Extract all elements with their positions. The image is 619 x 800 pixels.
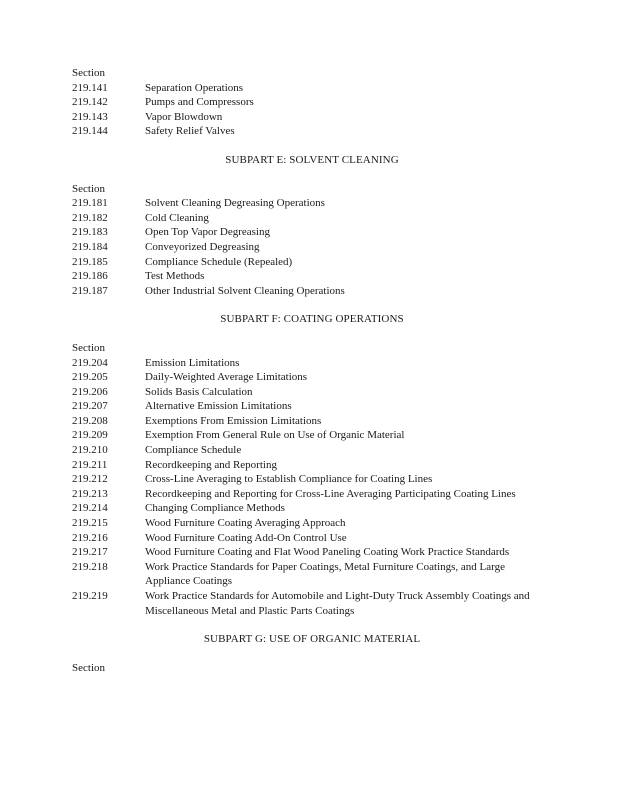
- subpart-heading: SUBPART F: COATING OPERATIONS: [220, 313, 404, 326]
- subpart-heading: SUBPART E: SOLVENT CLEANING: [225, 153, 399, 166]
- section-number: 219.206: [72, 385, 108, 398]
- section-number: 219.219: [72, 590, 108, 602]
- section-number: 219.207: [72, 400, 108, 413]
- section-title: Changing Compliance Methods: [145, 502, 285, 515]
- section-number: 219.185: [72, 255, 108, 268]
- section-entry: [72, 255, 552, 270]
- section-number: 219.186: [72, 270, 108, 283]
- section-title: Wood Furniture Coating Averaging Approach: [145, 517, 346, 530]
- section-title: Separation Operations: [145, 81, 244, 94]
- section-number: 219.141: [72, 81, 108, 94]
- section-entry: [72, 269, 552, 284]
- section-number: 219.216: [72, 531, 108, 544]
- section-number: 219.142: [72, 96, 108, 109]
- section-title: Test Methods: [145, 270, 205, 283]
- section-title: Work Practice Standards for Automobile and Light-Duty Truck Assembly Coatings and Miscellaneous Metal and Plastic Parts Coatings: [145, 590, 530, 617]
- section-entry: [72, 414, 552, 429]
- section-number: 219.143: [72, 110, 108, 123]
- section-entry: [72, 196, 552, 211]
- section-number: 219.217: [72, 546, 108, 559]
- section-entry: [72, 225, 552, 240]
- section-entry: [72, 124, 552, 139]
- section-entry: [72, 545, 552, 560]
- section-entry: [72, 385, 552, 400]
- section-entry: [72, 443, 552, 458]
- section-number: 219.213: [72, 487, 108, 500]
- section-number: 219.211: [72, 458, 108, 471]
- section-entry: [72, 284, 552, 299]
- section-title: Safety Relief Valves: [145, 125, 235, 138]
- section-title: Recordkeeping and Reporting: [145, 458, 277, 471]
- section-title: Recordkeeping and Reporting for Cross-Line Averaging Participating Coating Lines: [145, 487, 516, 500]
- section-title: Wood Furniture Coating Add-On Control Use: [145, 531, 347, 544]
- section-title: Solvent Cleaning Degreasing Operations: [145, 197, 325, 210]
- section-label: Section: [72, 67, 105, 79]
- section-number: 219.209: [72, 429, 108, 442]
- section-number: 219.214: [72, 502, 108, 515]
- section-title: Compliance Schedule: [145, 444, 242, 457]
- section-entry: [72, 81, 552, 96]
- section-title: Exemption From General Rule on Use of Organic Material: [145, 429, 405, 442]
- section-number: 219.183: [72, 226, 108, 239]
- section-title: Exemptions From Emission Limitations: [145, 414, 322, 427]
- section-entry: [72, 399, 552, 414]
- section-entry: [72, 356, 552, 371]
- subpart-block: [72, 312, 552, 618]
- section-title: Open Top Vapor Degreasing: [145, 226, 270, 239]
- section-title: Wood Furniture Coating and Flat Wood Paneling Coating Work Practice Standards: [145, 546, 510, 559]
- section-title: Emission Limitations: [145, 356, 240, 369]
- section-entry: [72, 487, 552, 502]
- section-number: 219.212: [72, 473, 108, 486]
- section-number: 219.205: [72, 371, 108, 384]
- section-title: Cross-Line Averaging to Establish Compliance for Coating Lines: [145, 473, 433, 486]
- section-number: 219.218: [72, 560, 108, 573]
- section-entry: [72, 95, 552, 110]
- section-entry: [72, 211, 552, 226]
- section-number: 219.210: [72, 444, 108, 457]
- section-label: Section: [72, 182, 105, 195]
- subpart-heading: SUBPART G: USE OF ORGANIC MATERIAL: [203, 633, 421, 646]
- section-entry: [72, 240, 552, 255]
- section-entry: [72, 501, 552, 516]
- section-entry: [72, 560, 552, 589]
- subpart-block: [72, 632, 552, 675]
- section-entry: [72, 458, 552, 473]
- document-page: [72, 66, 552, 675]
- section-title: Vapor Blowdown: [145, 110, 223, 123]
- section-number: 219.187: [72, 284, 108, 297]
- subpart-block: [72, 153, 552, 298]
- section-number: 219.182: [72, 211, 108, 224]
- section-number: 219.204: [72, 356, 108, 369]
- section-entry: [72, 589, 552, 618]
- section-title: Work Practice Standards for Paper Coatings, Metal Furniture Coatings, and Large Appliance Coatings: [145, 560, 505, 588]
- section-number: 219.184: [72, 240, 108, 253]
- section-label: Section: [72, 341, 105, 354]
- section-block: [72, 66, 552, 139]
- section-entry: [72, 472, 552, 487]
- section-entry: [72, 110, 552, 125]
- section-number: 219.208: [72, 414, 108, 427]
- section-number: 219.181: [72, 197, 108, 210]
- section-entry: [72, 428, 552, 443]
- section-title: Cold Cleaning: [145, 211, 209, 224]
- section-title: Compliance Schedule (Repealed): [145, 255, 293, 268]
- section-title: Other Industrial Solvent Cleaning Operations: [145, 284, 345, 297]
- section-title: Pumps and Compressors: [145, 96, 254, 109]
- section-title: Daily-Weighted Average Limitations: [145, 371, 308, 384]
- section-entry: [72, 531, 552, 546]
- section-entry: [72, 516, 552, 531]
- section-title: Alternative Emission Limitations: [145, 400, 292, 413]
- section-number: 219.144: [72, 125, 108, 138]
- section-title: Solids Basis Calculation: [145, 385, 253, 398]
- section-label: Section: [72, 661, 105, 674]
- section-number: 219.215: [72, 517, 108, 530]
- section-entry: [72, 370, 552, 385]
- section-title: Conveyorized Degreasing: [145, 240, 260, 253]
